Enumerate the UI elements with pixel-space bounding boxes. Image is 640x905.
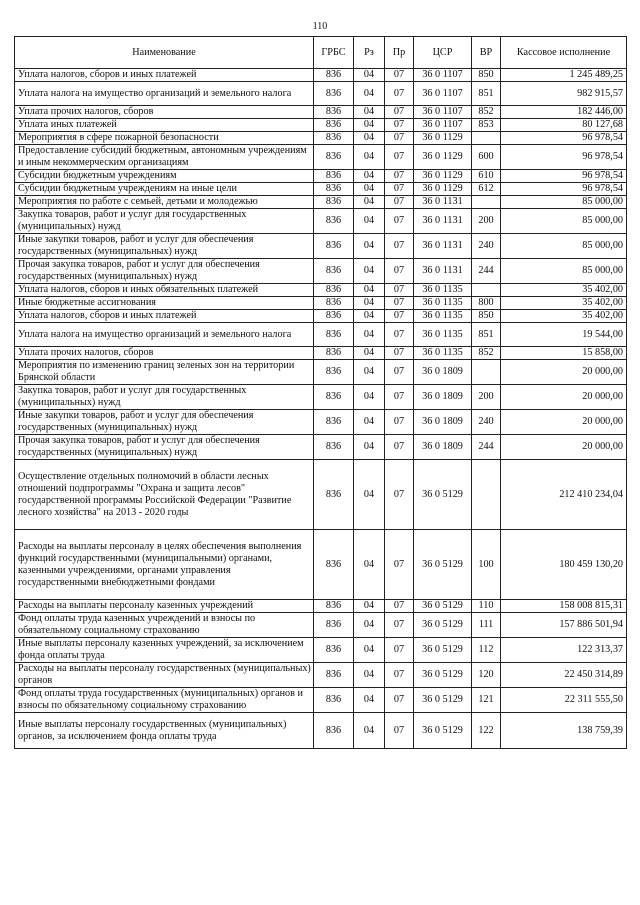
header-name: Наименование xyxy=(15,37,314,69)
row-vr: 122 xyxy=(472,713,501,749)
row-grbs: 836 xyxy=(314,410,354,435)
header-csr: ЦСР xyxy=(414,37,472,69)
row-csr: 36 0 5129 xyxy=(414,638,472,663)
table-row xyxy=(15,600,627,613)
row-vr: 851 xyxy=(472,323,501,347)
row-pr: 07 xyxy=(385,234,414,259)
row-csr: 36 0 1129 xyxy=(414,145,472,170)
row-pr: 07 xyxy=(385,360,414,385)
row-amount: 96 978,54 xyxy=(501,183,627,196)
row-vr: 120 xyxy=(472,663,501,688)
row-amount: 96 978,54 xyxy=(501,145,627,170)
table-row xyxy=(15,323,627,347)
page-number: 110 xyxy=(312,21,328,32)
row-csr: 36 0 5129 xyxy=(414,688,472,713)
row-name: Расходы на выплаты персоналу государственных (муниципальных) органов xyxy=(15,663,314,688)
row-amount: 212 410 234,04 xyxy=(501,460,627,530)
row-pr: 07 xyxy=(385,297,414,310)
row-amount: 182 446,00 xyxy=(501,106,627,119)
row-rz: 04 xyxy=(354,435,385,460)
table-row xyxy=(15,284,627,297)
row-name: Мероприятия в сфере пожарной безопасности xyxy=(15,132,314,145)
row-rz: 04 xyxy=(354,82,385,106)
row-name: Расходы на выплаты персоналу казенных учреждений xyxy=(15,600,314,613)
table-row xyxy=(15,69,627,82)
row-grbs: 836 xyxy=(314,209,354,234)
row-grbs: 836 xyxy=(314,297,354,310)
table-row xyxy=(15,410,627,435)
row-vr xyxy=(472,196,501,209)
row-grbs: 836 xyxy=(314,119,354,132)
row-csr: 36 0 5129 xyxy=(414,530,472,600)
table-row xyxy=(15,82,627,106)
budget-execution-table xyxy=(14,36,627,749)
row-pr: 07 xyxy=(385,119,414,132)
row-rz: 04 xyxy=(354,360,385,385)
row-pr: 07 xyxy=(385,170,414,183)
row-rz: 04 xyxy=(354,196,385,209)
row-csr: 36 0 1135 xyxy=(414,347,472,360)
row-name: Иные закупки товаров, работ и услуг для обеспечения государственных (муниципальных) нужд xyxy=(15,234,314,259)
row-vr: 800 xyxy=(472,297,501,310)
row-name: Уплата прочих налогов, сборов xyxy=(15,106,314,119)
row-grbs: 836 xyxy=(314,259,354,284)
row-name: Субсидии бюджетным учреждениям xyxy=(15,170,314,183)
row-rz: 04 xyxy=(354,145,385,170)
row-amount: 22 450 314,89 xyxy=(501,663,627,688)
row-grbs: 836 xyxy=(314,183,354,196)
row-name: Иные выплаты персоналу государственных (муниципальных) органов, за исключением фонда оплаты труда xyxy=(15,713,314,749)
table-row xyxy=(15,145,627,170)
row-csr: 36 0 1107 xyxy=(414,82,472,106)
table-row xyxy=(15,234,627,259)
row-amount: 180 459 130,20 xyxy=(501,530,627,600)
row-vr: 612 xyxy=(472,183,501,196)
row-pr: 07 xyxy=(385,600,414,613)
row-grbs: 836 xyxy=(314,170,354,183)
row-csr: 36 0 1135 xyxy=(414,323,472,347)
row-vr: 244 xyxy=(472,259,501,284)
row-vr: 110 xyxy=(472,600,501,613)
row-csr: 36 0 1131 xyxy=(414,209,472,234)
row-csr: 36 0 1135 xyxy=(414,310,472,323)
row-vr xyxy=(472,460,501,530)
row-amount: 15 858,00 xyxy=(501,347,627,360)
table-row xyxy=(15,347,627,360)
row-vr: 853 xyxy=(472,119,501,132)
row-vr: 852 xyxy=(472,106,501,119)
table-row xyxy=(15,460,627,530)
row-pr: 07 xyxy=(385,347,414,360)
row-pr: 07 xyxy=(385,460,414,530)
row-pr: 07 xyxy=(385,638,414,663)
row-rz: 04 xyxy=(354,284,385,297)
row-csr: 36 0 1131 xyxy=(414,196,472,209)
row-pr: 07 xyxy=(385,209,414,234)
row-pr: 07 xyxy=(385,713,414,749)
row-name: Мероприятия по работе с семьей, детьми и молодежью xyxy=(15,196,314,209)
row-name: Иные выплаты персоналу казенных учреждений, за исключением фонда оплаты труда xyxy=(15,638,314,663)
row-grbs: 836 xyxy=(314,360,354,385)
row-pr: 07 xyxy=(385,69,414,82)
row-vr: 850 xyxy=(472,310,501,323)
row-rz: 04 xyxy=(354,688,385,713)
table-row xyxy=(15,196,627,209)
table-row xyxy=(15,613,627,638)
row-amount: 158 008 815,31 xyxy=(501,600,627,613)
row-pr: 07 xyxy=(385,106,414,119)
row-amount: 80 127,68 xyxy=(501,119,627,132)
row-grbs: 836 xyxy=(314,132,354,145)
row-csr: 36 0 1129 xyxy=(414,183,472,196)
row-pr: 07 xyxy=(385,259,414,284)
row-grbs: 836 xyxy=(314,435,354,460)
row-pr: 07 xyxy=(385,196,414,209)
row-vr: 111 xyxy=(472,613,501,638)
row-vr: 852 xyxy=(472,347,501,360)
row-grbs: 836 xyxy=(314,323,354,347)
row-name: Предоставление субсидий бюджетным, автономным учреждениям и иным некоммерческим организациям xyxy=(15,145,314,170)
row-amount: 35 402,00 xyxy=(501,284,627,297)
row-rz: 04 xyxy=(354,310,385,323)
row-csr: 36 0 5129 xyxy=(414,600,472,613)
row-rz: 04 xyxy=(354,183,385,196)
table-row xyxy=(15,119,627,132)
table-row xyxy=(15,310,627,323)
row-rz: 04 xyxy=(354,234,385,259)
table-row xyxy=(15,170,627,183)
row-amount: 85 000,00 xyxy=(501,209,627,234)
row-vr: 240 xyxy=(472,234,501,259)
row-name: Иные закупки товаров, работ и услуг для обеспечения государственных (муниципальных) нужд xyxy=(15,410,314,435)
row-grbs: 836 xyxy=(314,106,354,119)
row-grbs: 836 xyxy=(314,196,354,209)
row-amount: 85 000,00 xyxy=(501,196,627,209)
row-grbs: 836 xyxy=(314,600,354,613)
row-vr xyxy=(472,132,501,145)
row-vr: 851 xyxy=(472,82,501,106)
row-rz: 04 xyxy=(354,410,385,435)
row-amount: 96 978,54 xyxy=(501,132,627,145)
table-row xyxy=(15,259,627,284)
row-name: Уплата налогов, сборов и иных платежей xyxy=(15,69,314,82)
table-row xyxy=(15,297,627,310)
row-csr: 36 0 5129 xyxy=(414,663,472,688)
row-amount: 19 544,00 xyxy=(501,323,627,347)
row-rz: 04 xyxy=(354,119,385,132)
row-csr: 36 0 1107 xyxy=(414,119,472,132)
row-csr: 36 0 1107 xyxy=(414,106,472,119)
row-name: Осуществление отдельных полномочий в области лесных отношений подпрограммы "Охрана и защита лесов" государственной программы Российской Федерации "Развитие лесного хозяйства" на 2013 - 2020 годы xyxy=(15,460,314,530)
row-csr: 36 0 1135 xyxy=(414,284,472,297)
table-row xyxy=(15,638,627,663)
header-pr: Пр xyxy=(385,37,414,69)
row-amount: 96 978,54 xyxy=(501,170,627,183)
row-rz: 04 xyxy=(354,132,385,145)
row-amount: 982 915,57 xyxy=(501,82,627,106)
header-vr: ВР xyxy=(472,37,501,69)
row-amount: 122 313,37 xyxy=(501,638,627,663)
row-rz: 04 xyxy=(354,106,385,119)
row-rz: 04 xyxy=(354,297,385,310)
row-rz: 04 xyxy=(354,530,385,600)
row-vr: 244 xyxy=(472,435,501,460)
row-name: Уплата налогов, сборов и иных обязательных платежей xyxy=(15,284,314,297)
row-pr: 07 xyxy=(385,323,414,347)
row-name: Прочая закупка товаров, работ и услуг для обеспечения государственных (муниципальных) нужд xyxy=(15,435,314,460)
row-vr: 200 xyxy=(472,385,501,410)
row-pr: 07 xyxy=(385,183,414,196)
row-rz: 04 xyxy=(354,323,385,347)
row-rz: 04 xyxy=(354,460,385,530)
row-vr: 200 xyxy=(472,209,501,234)
row-rz: 04 xyxy=(354,600,385,613)
table-row xyxy=(15,209,627,234)
row-name: Уплата налога на имущество организаций и земельного налога xyxy=(15,323,314,347)
row-name: Расходы на выплаты персоналу в целях обеспечения выполнения функций государственными (муниципальными) органами, казенными учреждениями, органами управления государственными внебюджетными фондами xyxy=(15,530,314,600)
table-row xyxy=(15,663,627,688)
row-csr: 36 0 5129 xyxy=(414,713,472,749)
table-body xyxy=(15,69,627,749)
table-row xyxy=(15,360,627,385)
row-rz: 04 xyxy=(354,170,385,183)
row-rz: 04 xyxy=(354,69,385,82)
row-name: Закупка товаров, работ и услуг для государственных (муниципальных) нужд xyxy=(15,209,314,234)
row-pr: 07 xyxy=(385,284,414,297)
row-amount: 35 402,00 xyxy=(501,310,627,323)
row-csr: 36 0 5129 xyxy=(414,613,472,638)
row-pr: 07 xyxy=(385,410,414,435)
row-amount: 138 759,39 xyxy=(501,713,627,749)
row-vr xyxy=(472,284,501,297)
row-name: Субсидии бюджетным учреждениям на иные цели xyxy=(15,183,314,196)
header-rz: Рз xyxy=(354,37,385,69)
row-grbs: 836 xyxy=(314,638,354,663)
row-name: Уплата прочих налогов, сборов xyxy=(15,347,314,360)
row-rz: 04 xyxy=(354,613,385,638)
table-header-row xyxy=(15,37,627,69)
table-row xyxy=(15,688,627,713)
row-grbs: 836 xyxy=(314,284,354,297)
row-vr: 112 xyxy=(472,638,501,663)
row-name: Прочая закупка товаров, работ и услуг для обеспечения государственных (муниципальных) нужд xyxy=(15,259,314,284)
row-amount: 20 000,00 xyxy=(501,435,627,460)
row-amount: 85 000,00 xyxy=(501,234,627,259)
row-pr: 07 xyxy=(385,663,414,688)
row-grbs: 836 xyxy=(314,82,354,106)
row-csr: 36 0 1135 xyxy=(414,297,472,310)
row-grbs: 836 xyxy=(314,613,354,638)
row-csr: 36 0 1809 xyxy=(414,435,472,460)
row-name: Фонд оплаты труда государственных (муниципальных) органов и взносы по обязательному социальному страхованию xyxy=(15,688,314,713)
row-pr: 07 xyxy=(385,435,414,460)
row-csr: 36 0 1129 xyxy=(414,170,472,183)
row-grbs: 836 xyxy=(314,145,354,170)
row-grbs: 836 xyxy=(314,663,354,688)
table-row xyxy=(15,713,627,749)
row-name: Закупка товаров, работ и услуг для государственных (муниципальных) нужд xyxy=(15,385,314,410)
row-amount: 20 000,00 xyxy=(501,410,627,435)
row-pr: 07 xyxy=(385,82,414,106)
row-vr: 850 xyxy=(472,69,501,82)
row-rz: 04 xyxy=(354,209,385,234)
row-grbs: 836 xyxy=(314,385,354,410)
header-amount: Кассовое исполнение xyxy=(501,37,627,69)
table-row xyxy=(15,106,627,119)
row-amount: 20 000,00 xyxy=(501,360,627,385)
table-row xyxy=(15,183,627,196)
row-csr: 36 0 1809 xyxy=(414,410,472,435)
row-amount: 35 402,00 xyxy=(501,297,627,310)
row-vr: 100 xyxy=(472,530,501,600)
row-csr: 36 0 5129 xyxy=(414,460,472,530)
row-vr xyxy=(472,360,501,385)
row-pr: 07 xyxy=(385,385,414,410)
row-rz: 04 xyxy=(354,259,385,284)
row-name: Уплата налога на имущество организаций и земельного налога xyxy=(15,82,314,106)
row-csr: 36 0 1129 xyxy=(414,132,472,145)
row-name: Иные бюджетные ассигнования xyxy=(15,297,314,310)
row-vr: 600 xyxy=(472,145,501,170)
row-rz: 04 xyxy=(354,663,385,688)
row-grbs: 836 xyxy=(314,347,354,360)
header-grbs: ГРБС xyxy=(314,37,354,69)
row-pr: 07 xyxy=(385,132,414,145)
row-csr: 36 0 1809 xyxy=(414,360,472,385)
row-amount: 1 245 489,25 xyxy=(501,69,627,82)
row-rz: 04 xyxy=(354,638,385,663)
table-row xyxy=(15,132,627,145)
row-name: Мероприятия по изменению границ зеленых зон на территории Брянской области xyxy=(15,360,314,385)
table-row xyxy=(15,385,627,410)
row-name: Уплата налогов, сборов и иных платежей xyxy=(15,310,314,323)
row-grbs: 836 xyxy=(314,310,354,323)
row-rz: 04 xyxy=(354,385,385,410)
row-grbs: 836 xyxy=(314,713,354,749)
row-pr: 07 xyxy=(385,688,414,713)
row-csr: 36 0 1131 xyxy=(414,234,472,259)
row-grbs: 836 xyxy=(314,460,354,530)
row-grbs: 836 xyxy=(314,530,354,600)
row-vr: 121 xyxy=(472,688,501,713)
row-grbs: 836 xyxy=(314,688,354,713)
row-amount: 85 000,00 xyxy=(501,259,627,284)
row-csr: 36 0 1131 xyxy=(414,259,472,284)
row-rz: 04 xyxy=(354,347,385,360)
row-rz: 04 xyxy=(354,713,385,749)
row-amount: 22 311 555,50 xyxy=(501,688,627,713)
row-name: Фонд оплаты труда казенных учреждений и взносы по обязательному социальному страхованию xyxy=(15,613,314,638)
row-csr: 36 0 1107 xyxy=(414,69,472,82)
row-grbs: 836 xyxy=(314,69,354,82)
row-grbs: 836 xyxy=(314,234,354,259)
row-amount: 157 886 501,94 xyxy=(501,613,627,638)
row-csr: 36 0 1809 xyxy=(414,385,472,410)
row-vr: 610 xyxy=(472,170,501,183)
table-row xyxy=(15,435,627,460)
row-pr: 07 xyxy=(385,310,414,323)
table-row xyxy=(15,530,627,600)
row-name: Уплата иных платежей xyxy=(15,119,314,132)
row-vr: 240 xyxy=(472,410,501,435)
row-pr: 07 xyxy=(385,145,414,170)
row-amount: 20 000,00 xyxy=(501,385,627,410)
row-pr: 07 xyxy=(385,613,414,638)
row-pr: 07 xyxy=(385,530,414,600)
